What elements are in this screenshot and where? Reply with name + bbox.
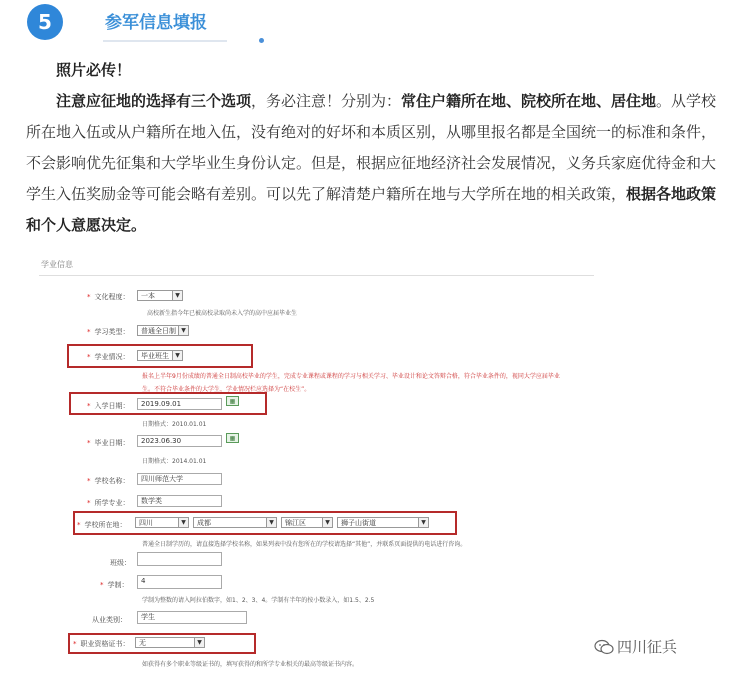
emphasis-options-list: 常住户籍所在地、院校所在地、居住地: [401, 92, 657, 110]
section-title-underline: [103, 40, 227, 42]
school-name-label: * 学校名称：: [87, 477, 130, 485]
photo-note-line: [26, 55, 718, 86]
grad-date-hint: 日期格式：2014.01.01: [142, 458, 207, 465]
education-level-select[interactable]: 一本 ▼: [137, 290, 183, 301]
required-asterisk: *: [87, 477, 91, 485]
paragraph-text: ，务必注意！分别为：: [251, 92, 402, 110]
form-screenshot: [27, 247, 601, 680]
class-label: 班级：: [110, 559, 131, 567]
watermark-text: 四川征兵: [617, 638, 678, 656]
required-asterisk: *: [87, 402, 91, 410]
chevron-down-icon: ▼: [266, 518, 276, 527]
required-asterisk: *: [87, 328, 91, 336]
years-hint: 学制为整数的请入阿拉伯数字，如1、2、3、4。学制有半年的按小数录入，如1.5、2.5: [142, 597, 375, 604]
chevron-down-icon: ▼: [172, 291, 182, 300]
grad-date-input[interactable]: 2023.06.30: [137, 435, 222, 447]
required-asterisk: *: [87, 499, 91, 507]
major-input[interactable]: 数学类: [137, 495, 222, 507]
province-select[interactable]: 四川 ▼: [135, 517, 189, 528]
chevron-down-icon: ▼: [178, 326, 188, 335]
cert-select[interactable]: 无 ▼: [135, 637, 205, 648]
study-status-hint-2: 生。不符合毕业条件的大学生，学业情况栏应选择为“在校生”。: [142, 386, 311, 393]
chevron-down-icon: ▼: [178, 518, 188, 527]
enroll-category-label: 从业类别：: [92, 616, 127, 624]
cert-label: * 职业资格证书：: [73, 640, 130, 648]
school-name-input[interactable]: 四川师范大学: [137, 473, 222, 485]
emphasis-decide: 根据各地政策和个人意愿决定。: [26, 185, 717, 234]
chevron-down-icon: ▼: [172, 351, 182, 360]
section-number-badge: 5: [27, 4, 63, 40]
cert-hint: 如获得有多个职业等级证书的，填写获得的和所学专业相关的最高等级证书内容。: [142, 661, 359, 668]
school-location-label: * 学校所在地：: [77, 521, 127, 529]
required-asterisk: *: [100, 581, 104, 589]
form-section-title: 学业信息: [41, 260, 73, 269]
street-select[interactable]: 狮子山街道 ▼: [337, 517, 429, 528]
major-label: * 所学专业：: [87, 499, 130, 507]
required-asterisk: *: [87, 293, 91, 301]
watermark: [594, 636, 677, 657]
calendar-icon[interactable]: ▦: [226, 433, 239, 443]
study-status-select[interactable]: 毕业班生 ▼: [137, 350, 183, 361]
enlistment-location-paragraph: [26, 86, 718, 241]
school-location-hint: 普通全日制学历的，请直接选择学校名称，如果列表中没有您所在的学校请选择“其他”，并联系页面提供的电话进行咨询。: [142, 541, 467, 548]
class-input[interactable]: [137, 552, 222, 566]
study-type-label: * 学习类型：: [87, 328, 130, 336]
study-status-hint-1: 报名上半年9月份成绩的普通全日制高校毕业的学生，完成专业课程或课程的学习与相关学习、毕业设计和论文答辩合格，符合毕业条件的，视同大学应届毕业: [142, 373, 560, 380]
section-title: 参军信息填报: [105, 13, 207, 33]
wechat-icon: [594, 639, 614, 655]
study-status-label: * 学业情况：: [87, 353, 130, 361]
form-title-divider: [39, 275, 594, 276]
required-asterisk: *: [73, 640, 77, 648]
paragraph-text: 。从学校所在地入伍或从户籍所在地入伍，没有绝对的好坏和本质区别，从哪里报名都是全国统一的标准和条件，不会影响优先征集和大学毕业生身份认定。但是，根据应征地经济社会发展情况，义务兵家庭优待金和大学生入伍奖励金等可能会略有差别。可以先了解清楚户籍所在地与大学所在地的相关政策，: [26, 92, 717, 203]
emphasis-three-options: 注意应征地的选择有三个选项: [56, 92, 252, 110]
study-type-select[interactable]: 普通全日制 ▼: [137, 325, 189, 336]
article-body: [26, 55, 718, 241]
chevron-down-icon: ▼: [322, 518, 332, 527]
education-level-label: * 文化程度：: [87, 293, 130, 301]
decorative-dot: [259, 38, 264, 43]
enroll-date-hint: 日期格式：2010.01.01: [142, 421, 207, 428]
required-asterisk: *: [87, 439, 91, 447]
education-level-hint: 高校新生指今年已被高校录取尚未入学的高中应届毕业生: [147, 310, 298, 317]
chevron-down-icon: ▼: [418, 518, 428, 527]
enroll-date-label: * 入学日期：: [87, 402, 130, 410]
required-asterisk: *: [87, 353, 91, 361]
enroll-date-input[interactable]: 2019.09.01: [137, 398, 222, 410]
chevron-down-icon: ▼: [194, 638, 204, 647]
photo-note: 照片必传！: [56, 61, 132, 79]
district-select[interactable]: 锦江区 ▼: [281, 517, 333, 528]
enroll-category-select[interactable]: 学生: [137, 611, 247, 624]
years-label: * 学制：: [100, 581, 129, 589]
required-asterisk: *: [77, 521, 81, 529]
city-select[interactable]: 成都 ▼: [193, 517, 277, 528]
grad-date-label: * 毕业日期：: [87, 439, 130, 447]
years-input[interactable]: 4: [137, 575, 222, 589]
calendar-icon[interactable]: ▦: [226, 396, 239, 406]
